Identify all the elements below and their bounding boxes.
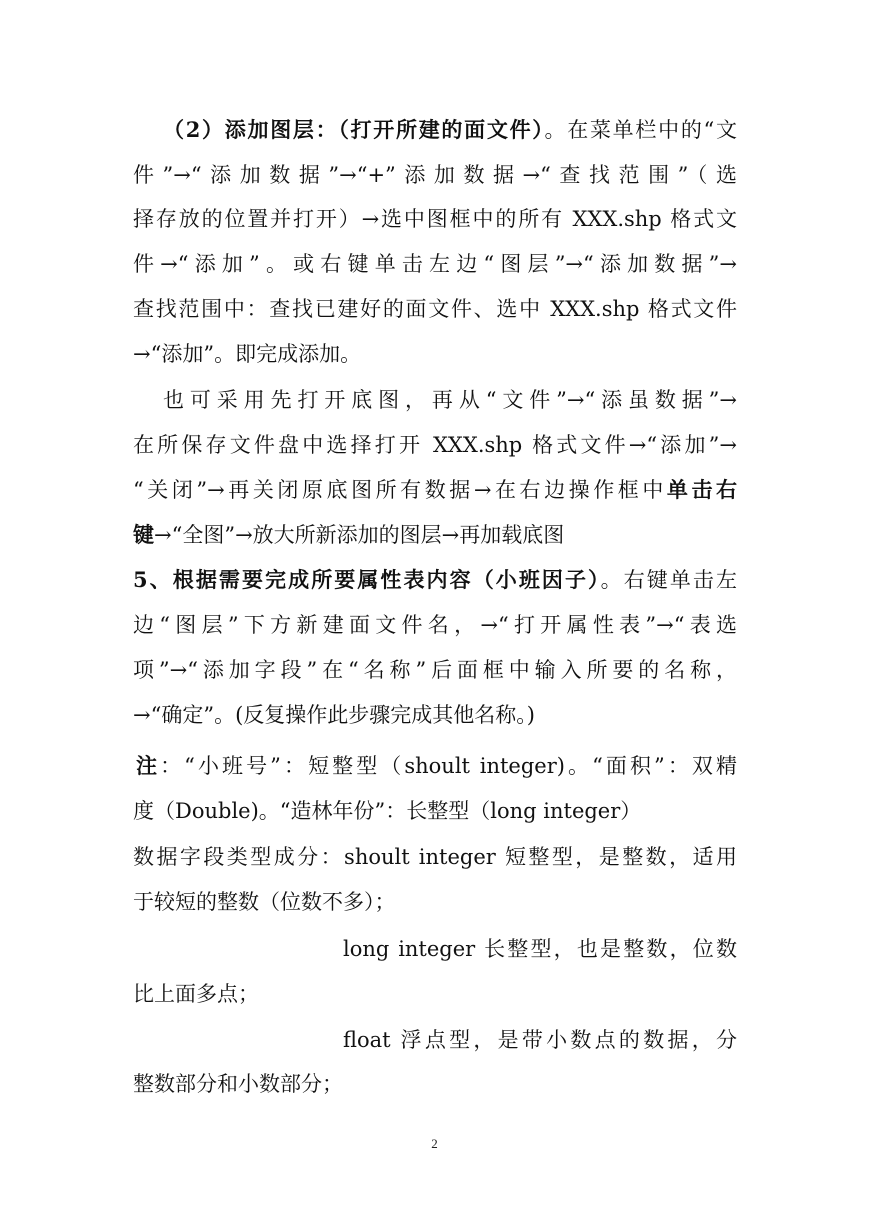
p2-line-3: “关闭”→再关闭原底图所有数据→在右边操作框中单击右 — [133, 477, 738, 502]
p5-line-1: 数据字段类型成分：shoult integer 短整型，是整数，适用 — [133, 845, 737, 869]
p3-line-3: 项”→“添加字段”在“名称”后面框中输入所要的名称， — [133, 658, 737, 682]
p1-line-3: 择存放的位置并打开）→选中图框中的所有 XXX.shp 格式文 — [133, 207, 737, 231]
p4-line-2: 度（Double)。“造林年份”：长整型（long integer） — [133, 799, 642, 823]
p2-line-4: 键→“全图”→放大所新添加的图层→再加载底图 — [133, 522, 565, 547]
p1-line-6: →“添加”。即完成添加。 — [133, 342, 362, 366]
p1-line-1: （2）添加图层：（打开所建的面文件）。在菜单栏中的“文 — [163, 117, 737, 142]
p3-line-2: 边“图层”下方新建面文件名，→“打开属性表”→“表选 — [133, 613, 737, 637]
page-number: 2 — [431, 1136, 438, 1151]
p1-line-2: 件”→“添加数据”→“+”添加数据→“查找范围”（选 — [133, 163, 737, 187]
p3-line-4: →“确定”。(反复操作此步骤完成其他名称。) — [133, 703, 535, 727]
p2-line-2: 在所保存文件盘中选择打开 XXX.shp 格式文件→“添加”→ — [133, 433, 737, 457]
note-label: 注 — [136, 753, 161, 778]
section-5-heading: 5、根据需要完成所要属性表内容（小班因子） — [133, 567, 601, 592]
p5-line-2: 于较短的整数（位数不多）； — [133, 890, 396, 914]
p4-line-1: 注：“小班号”：短整型（shoult integer)。“面积”：双精 — [136, 753, 738, 778]
p6-line-1: long integer 长整型，也是整数，位数 — [343, 937, 737, 961]
p2-line-1: 也可采用先打开底图，再从“文件”→“添虽数据”→ — [163, 388, 737, 412]
p6-line-2: 比上面多点； — [133, 982, 259, 1006]
p7-line-2: 整数部分和小数部分； — [133, 1072, 343, 1096]
p1-line-5: 查找范围中：查找已建好的面文件、选中 XXX.shp 格式文件 — [133, 297, 737, 321]
p3-line-1: 5、根据需要完成所要属性表内容（小班因子）。右键单击左 — [133, 567, 737, 592]
p1-line-4: 件→“添加”。或右键单击左边“图层”→“添加数据”→ — [133, 252, 737, 276]
p1-heading: （2）添加图层：（打开所建的面文件） — [163, 117, 545, 142]
p7-line-1: float 浮点型，是带小数点的数据，分 — [343, 1028, 737, 1052]
